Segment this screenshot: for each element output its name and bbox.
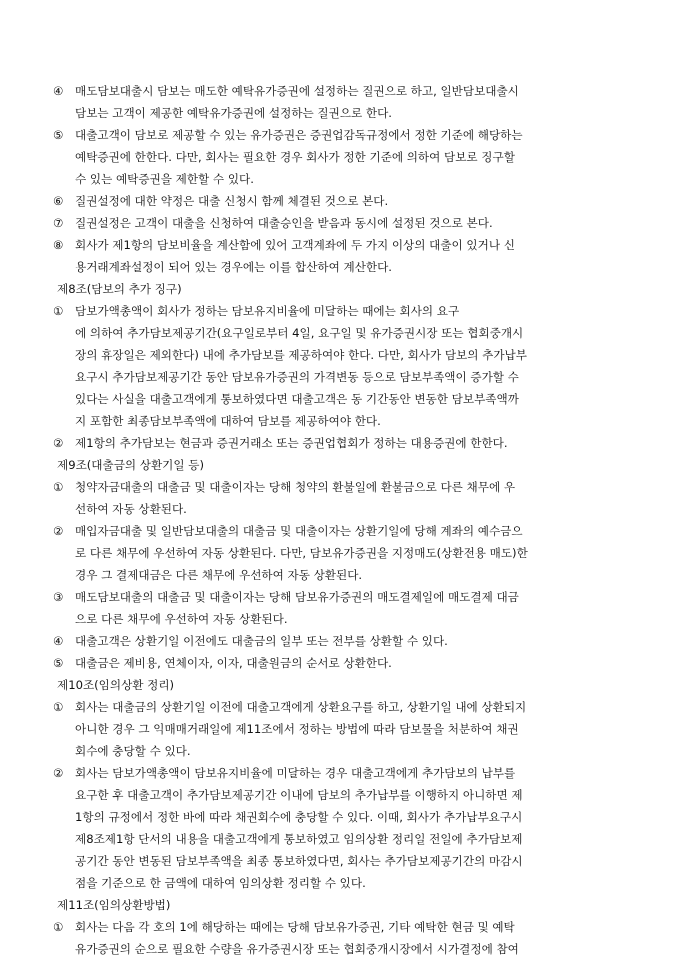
clause-number: ④ <box>53 84 64 98</box>
clause-line <box>75 828 523 850</box>
clause-item <box>53 124 523 190</box>
clause-line <box>53 476 516 498</box>
clause-text: 회사는 다음 각 호의 1에 해당하는 때에는 당해 담보유가증권, 기타 예탁한 현금 및 예탁 <box>75 920 515 934</box>
clause-line <box>53 124 523 146</box>
clause-text: 장의 휴장일은 제외한다) 내에 추가담보를 제공하여야 한다. 다만, 회사가 담보의 추가납부 <box>75 348 527 362</box>
clause-number: ② <box>53 436 64 450</box>
clause-text: 용거래계좌설정이 되어 있는 경우에는 이를 합산하여 계산한다. <box>75 260 392 274</box>
clause-number: ② <box>53 766 64 780</box>
clause-text: 제1항의 추가담보는 현금과 증권거래소 또는 증권업협회가 정하는 대용증권에 한한다. <box>75 436 508 450</box>
clause-line <box>75 608 519 630</box>
clause-text: 공기간 동안 변동된 담보부족액을 최종 통보하였다면, 회사는 추가담보제공기간의 마감시 <box>75 854 523 868</box>
clause-text: 회수에 충당할 수 있다. <box>75 744 191 758</box>
clause-line <box>53 762 523 784</box>
clause-number: ⑤ <box>53 656 64 670</box>
clause-text: 점을 기준으로 한 금액에 대하여 임의상환 정리할 수 있다. <box>75 876 366 890</box>
clause-line <box>53 80 519 102</box>
clause-text: 청약자금대출의 대출금 및 대출이자는 당해 청약의 환불일에 환불금으로 다른 채무에 우 <box>75 480 516 494</box>
clause-item <box>53 696 527 762</box>
clause-text: 예탁증권에 한한다. 다만, 회사는 필요한 경우 회사가 정한 기준에 의하여 담보로 징구할 <box>75 150 515 164</box>
clause-line <box>75 938 519 960</box>
clause-text: 매입자금대출 및 일반담보대출의 대출금 및 대출이자는 상환기일에 당해 계좌의 예수금으 <box>75 524 523 538</box>
clause-text: 담보는 고객이 제공한 예탁유가증권에 설정하는 질권으로 한다. <box>75 106 392 120</box>
clause-text: 매도담보대출의 대출금 및 대출이자는 당해 담보유가증권의 매도결제일에 매도결제 대금 <box>75 590 519 604</box>
clause-line <box>53 190 389 212</box>
article-heading: 제9조(대출금의 상환기일 등) <box>57 458 204 472</box>
clause-line <box>53 300 527 322</box>
clause-number: ① <box>53 480 64 494</box>
clause-line <box>53 586 519 608</box>
clause-text: 요구한 후 대출고객이 추가담보제공기간 이내에 담보의 추가납부를 이행하지 아니하면 제 <box>75 788 523 802</box>
clause-text: 대출금은 제비용, 연체이자, 이자, 대출원금의 순서로 상환한다. <box>75 656 392 670</box>
clause-item <box>53 212 493 234</box>
clause-text: 1항의 규정에서 정한 바에 따라 채권회수에 충당할 수 있다. 이때, 회사가 추가납부요구시 <box>75 810 523 824</box>
clause-line <box>75 740 526 762</box>
clause-text: 아니한 경우 그 익매매거래일에 제11조에서 정하는 방법에 따라 담보물을 처분하여 채권 <box>75 722 519 736</box>
clause-line <box>75 168 523 190</box>
clause-text: 수 있는 예탁증권을 제한할 수 있다. <box>75 172 254 186</box>
clause-number: ③ <box>53 590 64 604</box>
clause-text: 으로 다른 채무에 우선하여 자동 상환된다. <box>75 612 288 626</box>
clause-line <box>53 916 519 938</box>
clause-line <box>75 256 515 278</box>
clause-item <box>53 916 519 960</box>
clause-line <box>75 388 527 410</box>
clause-number: ⑧ <box>53 238 64 252</box>
article-heading: 제11조(임의상환방법) <box>57 898 171 912</box>
clause-text: 유가증권의 순으로 필요한 수량을 유가증권시장 또는 협회중개시장에서 시가결정에 참여 <box>75 942 519 956</box>
clause-line <box>75 322 527 344</box>
clause-line <box>75 344 527 366</box>
clause-item <box>53 234 515 278</box>
clause-line <box>53 630 448 652</box>
clause-line <box>75 850 523 872</box>
clause-item <box>53 476 516 520</box>
clause-line <box>75 102 519 124</box>
clause-item <box>53 652 392 674</box>
clause-text: 회사가 제1항의 담보비율을 계산함에 있어 고객계좌에 두 가지 이상의 대출이 있거나 신 <box>75 238 515 252</box>
clause-line <box>75 542 528 564</box>
clause-item <box>53 762 523 894</box>
clause-text: 로 다른 채무에 우선하여 자동 상환된다. 다만, 담보유가증권을 지정매도(상환전용 매도)한 <box>75 546 528 560</box>
clause-number: ⑦ <box>53 216 64 230</box>
clause-line <box>53 520 528 542</box>
clause-text: 경우 그 결제대금은 다른 채무에 우선하여 자동 상환된다. <box>75 568 363 582</box>
clause-number: ⑤ <box>53 128 64 142</box>
clause-number: ① <box>53 700 64 714</box>
clause-line <box>53 652 392 674</box>
clause-text: 지 포함한 최종담보부족액에 대하여 담보를 제공하여야 한다. <box>75 414 381 428</box>
clause-text: 질권설정은 고객이 대출을 신청하여 대출승인을 받음과 동시에 설정된 것으로 본다. <box>75 216 493 230</box>
clause-line <box>75 784 523 806</box>
clause-number: ① <box>53 304 64 318</box>
clause-line <box>53 432 508 454</box>
clause-text: 회사는 담보가액총액이 담보유지비율에 미달하는 경우 대출고객에게 추가담보의 납부를 <box>75 766 516 780</box>
clause-number: ⑥ <box>53 194 64 208</box>
clause-text: 매도담보대출시 담보는 매도한 예탁유가증권에 설정하는 질권으로 하고, 일반담보대출시 <box>75 84 519 98</box>
clause-line <box>75 718 526 740</box>
clause-number: ④ <box>53 634 64 648</box>
clause-text: 회사는 대출금의 상환기일 이전에 대출고객에게 상환요구를 하고, 상환기일 내에 상환되지 <box>75 700 527 714</box>
clause-line <box>75 806 523 828</box>
clause-text: 요구시 추가담보제공기간 동안 담보유가증권의 가격변동 등으로 담보부족액이 증가할 수 <box>75 370 519 384</box>
clause-text: 선하여 자동 상환된다. <box>75 502 187 516</box>
clause-line <box>75 366 527 388</box>
clause-text: 에 의하여 추가담보제공기간(요구일로부터 4일, 요구일 및 유가증권시장 또는 협회중개시 <box>75 326 524 340</box>
clause-item <box>53 300 527 432</box>
clause-item <box>53 586 519 630</box>
clause-number: ② <box>53 524 64 538</box>
clause-item <box>53 630 448 652</box>
clause-line <box>53 234 515 256</box>
article-heading: 제8조(담보의 추가 징구) <box>57 282 182 296</box>
clause-line <box>53 212 493 234</box>
clause-number: ① <box>53 920 64 934</box>
clause-text: 대출고객이 담보로 제공할 수 있는 유가증권은 증권업감독규정에서 정한 기준에 해당하는 <box>75 128 523 142</box>
clause-text: 질권설정에 대한 약정은 대출 신청시 함께 체결된 것으로 본다. <box>75 194 389 208</box>
clause-line <box>53 696 527 718</box>
clause-line <box>75 146 523 168</box>
clause-item <box>53 432 508 454</box>
clause-text: 대출고객은 상환기일 이전에도 대출금의 일부 또는 전부를 상환할 수 있다. <box>75 634 448 648</box>
clause-line <box>75 872 523 894</box>
clause-text: 있다는 사실을 대출고객에게 통보하였다면 대출고객은 동 기간동안 변동한 담보부족액까 <box>75 392 519 406</box>
clause-item <box>53 190 389 212</box>
clause-line <box>75 564 528 586</box>
clause-text: 담보가액총액이 회사가 정하는 담보유지비율에 미달하는 때에는 회사의 요구 <box>75 304 460 318</box>
clause-item <box>53 80 519 124</box>
clause-item <box>53 520 528 586</box>
article-heading: 제10조(임의상환 정리) <box>57 678 175 692</box>
clause-line <box>75 498 515 520</box>
clause-line <box>75 410 527 432</box>
clause-text: 제8조제1항 단서의 내용을 대출고객에게 통보하였고 임의상환 정리일 전일에 추가담보제 <box>75 832 523 846</box>
